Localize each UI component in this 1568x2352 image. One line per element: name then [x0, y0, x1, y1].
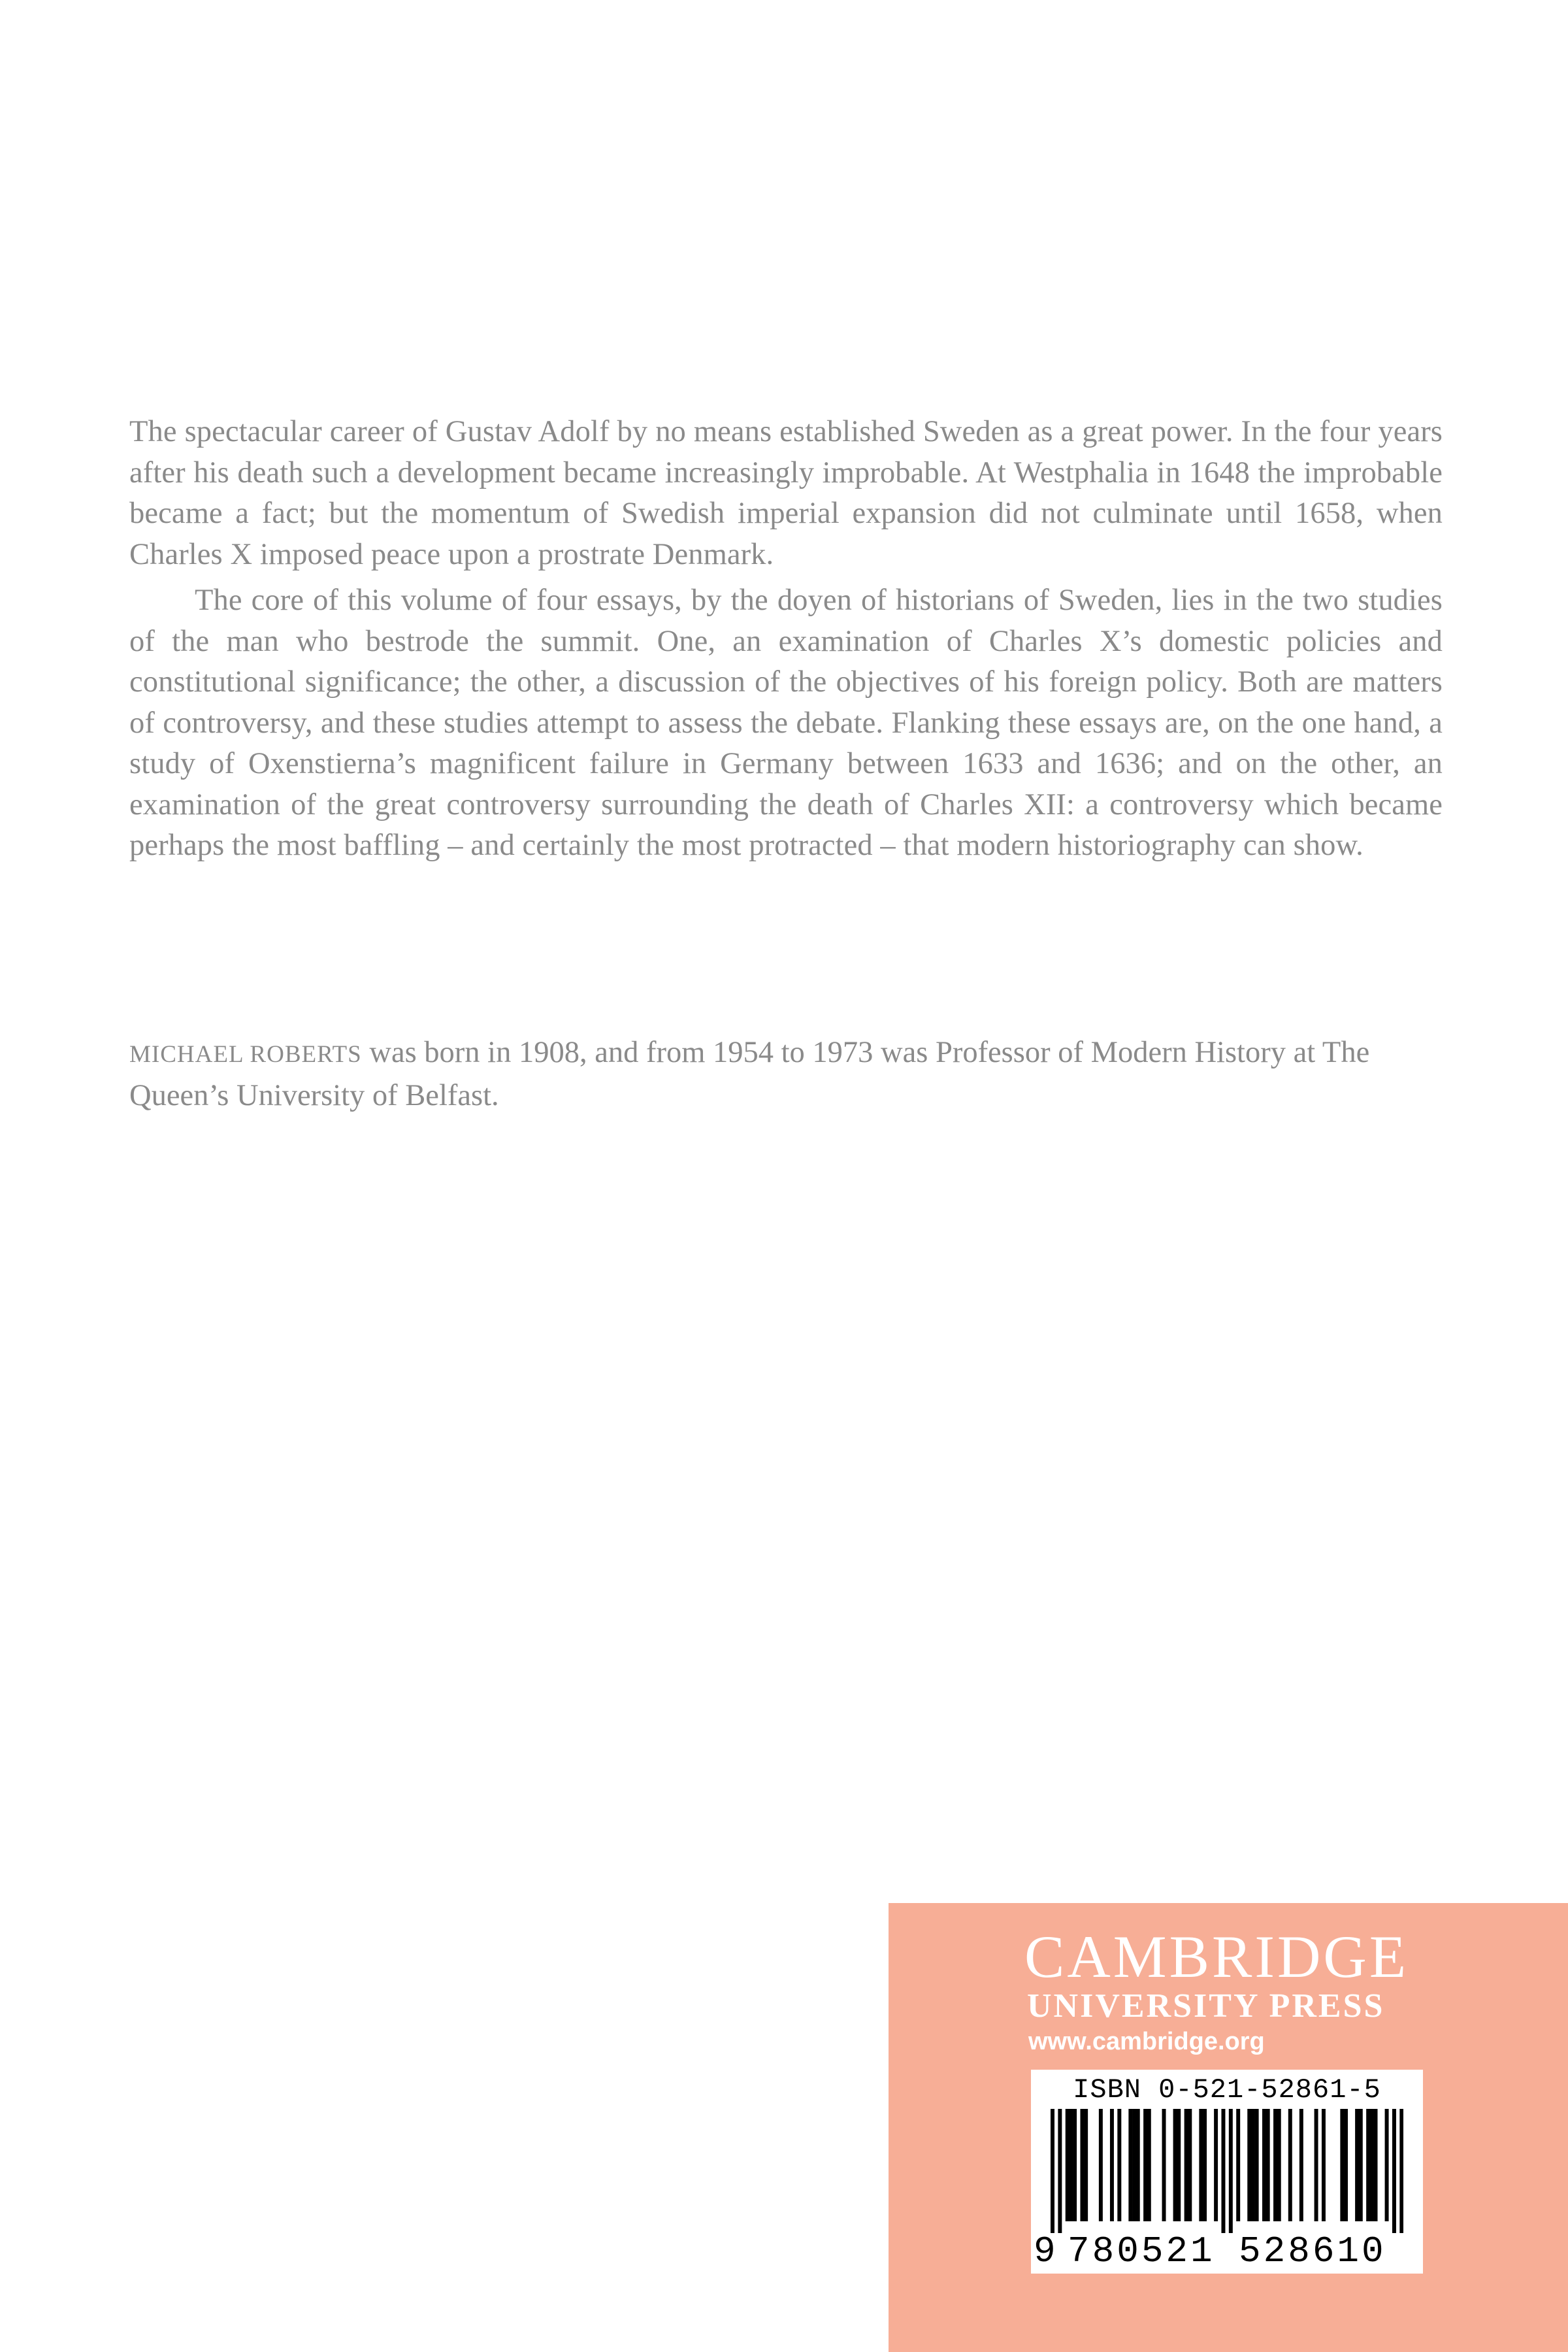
barcode-bar — [1173, 2109, 1177, 2221]
barcode-bar — [1214, 2109, 1218, 2221]
barcode-bar — [1355, 2109, 1359, 2221]
barcode-bar — [1080, 2109, 1084, 2221]
barcode-bar — [1184, 2109, 1188, 2221]
author-bio-text: was born in 1908, and from 1954 to 1973 was Professor of Modern History at The Queen’s University of Belfast. — [129, 1036, 1370, 1112]
description-paragraph-2: The core of this volume of four essays, by the doyen of historians of Sweden, lies in the two studies of the man who bestrode the summit. One, an examination of Charles X’s domestic policies and constitutional significance; the other, a discussion of the objectives of his foreign policy. Both are matters of controversy, and these studies attempt to assess the debate. Flanking these essays are, on the one hand, a study of Oxenstierna’s magnificent failure in Germany between 1633 and 1636; and on the other, an examination of the great controversy surrounding the death of Charles XII: a controversy which became perhaps the most baffling – and certainly the most protracted – that modern historiography can show. — [129, 584, 1443, 862]
barcode-bar — [1099, 2109, 1103, 2221]
barcode-bar — [1251, 2109, 1255, 2221]
barcode-bar — [1266, 2109, 1270, 2221]
barcode-bar — [1136, 2109, 1140, 2221]
barcode-bar — [1374, 2109, 1378, 2221]
barcode-bar — [1203, 2109, 1207, 2221]
author-name: MICHAEL ROBERTS — [129, 1041, 362, 1068]
barcode-bar — [1359, 2109, 1363, 2221]
barcode-bar — [1247, 2109, 1251, 2221]
barcode-bar — [1110, 2109, 1114, 2221]
barcode-bar — [1117, 2109, 1121, 2221]
description-paragraph-1: The spectacular career of Gustav Adolf by no means established Sweden as a great power. In the four years after his death such a development became increasingly improbable. At Westphalia in 1648 the improbable became a fact; but the momentum of Swedish imperial expansion did not culminate until 1658, when Charles X imposed peace upon a prostrate Denmark. — [129, 415, 1443, 571]
barcode-digits — [1031, 2232, 1423, 2271]
barcode-digit-first: 9 — [1034, 2230, 1056, 2272]
book-description — [129, 412, 1443, 867]
barcode-bar — [1322, 2109, 1326, 2221]
barcode-bar — [1051, 2109, 1054, 2233]
barcode-bar — [1221, 2109, 1225, 2233]
barcode-bar — [1277, 2109, 1281, 2221]
barcode-bar — [1188, 2109, 1192, 2221]
barcode-bar — [1273, 2109, 1277, 2221]
barcode-bar — [1058, 2109, 1062, 2233]
barcode-bars — [1051, 2109, 1403, 2233]
barcode-digits-right: 528610 — [1239, 2230, 1386, 2272]
barcode-bar — [1069, 2109, 1073, 2221]
barcode-bar — [1288, 2109, 1292, 2221]
barcode-bar — [1066, 2109, 1070, 2221]
barcode-bar — [1255, 2109, 1259, 2221]
barcode-bar — [1392, 2109, 1396, 2233]
barcode-bar — [1073, 2109, 1077, 2221]
barcode-bar — [1370, 2109, 1374, 2221]
barcode-bar — [1385, 2109, 1389, 2221]
barcode-bar — [1315, 2109, 1318, 2221]
publisher-logo-subtitle: UNIVERSITY PRESS — [1027, 1987, 1385, 2025]
barcode-bar — [1177, 2109, 1181, 2221]
barcode-bar — [1344, 2109, 1348, 2221]
publisher-panel — [889, 1903, 1568, 2352]
barcode-bar — [1132, 2109, 1136, 2221]
barcode-digits-left: 780521 — [1068, 2230, 1215, 2272]
barcode-bar — [1340, 2109, 1344, 2221]
barcode-bar — [1162, 2109, 1166, 2221]
barcode-bar — [1366, 2109, 1370, 2221]
barcode-bar — [1236, 2109, 1240, 2221]
barcode-bar — [1199, 2109, 1203, 2221]
barcode-bar — [1143, 2109, 1147, 2221]
publisher-logo-name: CAMBRIDGE — [1024, 1923, 1409, 1990]
barcode-bar — [1262, 2109, 1266, 2221]
publisher-website: www.cambridge.org — [1028, 2028, 1265, 2055]
barcode-bar — [1147, 2109, 1151, 2221]
isbn-label: ISBN 0-521-52861-5 — [1073, 2074, 1381, 2106]
barcode-bar — [1084, 2109, 1088, 2221]
barcode-bar — [1399, 2109, 1403, 2233]
barcode-bar — [1229, 2109, 1233, 2233]
barcode-bar — [1128, 2109, 1132, 2221]
author-bio — [129, 1033, 1410, 1116]
barcode-bar — [1299, 2109, 1303, 2221]
isbn-barcode — [1031, 2070, 1423, 2274]
